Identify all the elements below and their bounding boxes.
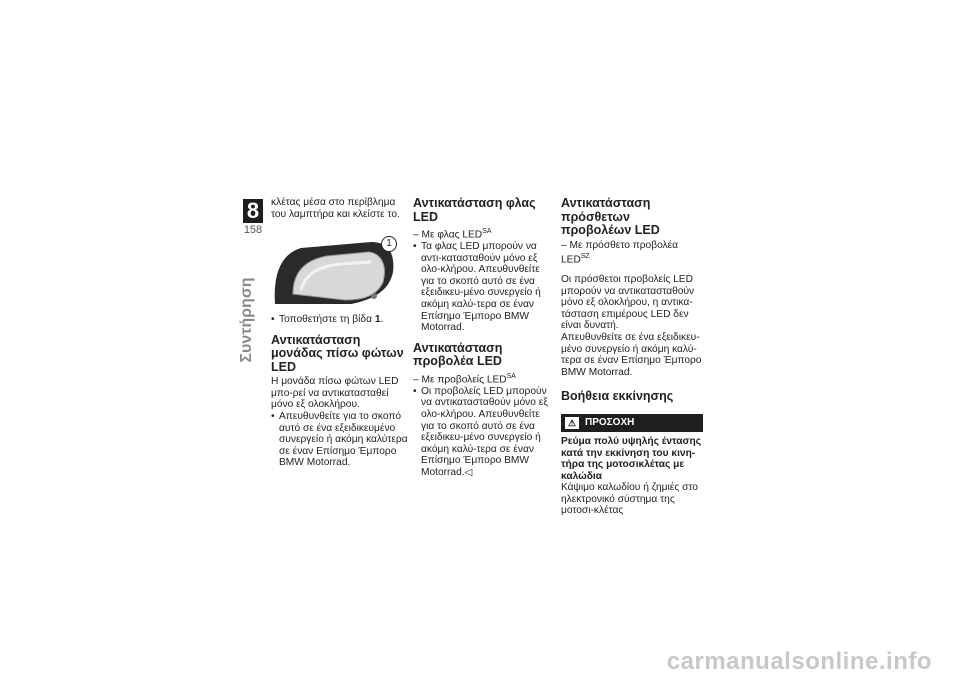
photo-callout: 1 [381,236,397,252]
col3-heading-2: Βοήθεια εκκίνησης [561,389,674,404]
watermark: carmanualsonline.info [666,648,932,675]
col2-sub-1-sup: SA [482,228,492,235]
col3-sub-1-text: – Με πρόσθετο προβολέα LED [561,239,679,266]
col2-sub-2-text: – Με προβολείς LED [413,374,507,386]
warning-icon: ⚠ [565,417,579,429]
warning-text: Κάψιμο καλωδίου ή ζημιές στο ηλεκτρονικό σύστημα της μοτοσι-κλέτας [561,482,698,517]
col3-sub-1 [561,240,703,267]
col2-sub-2 [413,371,555,386]
col1-bullet-1-end: . [380,314,384,326]
col3-sub-1-sup: SZ [580,253,590,261]
col3-para-2: Απευθυνθείτε σε ένα εξειδικευ-μένο συνεργείο ή ακόμη καλύ-τερα σε έναν Επίσημο Έμπορο BMW Motorrad. [561,332,702,378]
tail-light-image [271,234,399,308]
column-2 [413,197,555,478]
col2-sub-2-sup: SA [506,372,516,380]
warning-banner [561,414,703,432]
chapter-tab: 8 [243,199,263,223]
col2-heading-2: Αντικατάσταση προβολέα LED [413,340,503,369]
col1-bullet-1 [271,314,413,326]
col3-para-1: Οι πρόσθετοι προβολείς LED μπορούν να αντικατασταθούν μόνο εξ ολοκλήρου, η αντικα-τάσταση επιμέρους LED δεν είναι δυνατή. [561,274,695,332]
column-1 [271,197,413,469]
side-label-text: Συντήρηση [238,277,255,363]
col1-intro: κλέτας μέσα στο περίβλημα του λαμπτήρα και κλείστε το. [271,197,400,220]
tail-light-photo [271,234,399,308]
page-number: 158 [243,224,263,236]
col2-sub-1 [413,226,555,241]
column-3 [561,197,703,517]
col2-bullet-2: • Οι προβολείς LED μπορούν να αντικατασταθούν μόνο εξ ολο-κλήρου. Απευθυνθείτε για το σκοπό αυτό σε ένα εξειδικευ-μένο συνεργείο ή ακόμη καλύ-τερα σε έναν Επίσημο Έμπορο BMW Motorrad.◁ [413,386,555,479]
footer [0,646,960,679]
col1-bullet-1-ref: 1 [374,314,381,326]
col2-heading-1: Αντικατάσταση φλας LED [413,196,536,224]
col1-bullet-1-text: Τοποθετήστε τη βίδα [279,314,372,326]
col1-para: Η μονάδα πίσω φώτων LED μπο-ρεί να αντικατασταθεί μόνο εξ ολοκλήρου. [271,376,399,411]
col2-sub-1-text: – Με φλας LED [413,229,483,241]
warning-bold-text: Ρεύμα πολύ υψηλής έντασης κατά την εκκίνηση του κινη-τήρα της μοτοσικλέτας με καλώδια [561,435,702,482]
col1-bullet-2: • Απευθυνθείτε για το σκοπό αυτό σε ένα εξειδικευμένο συνεργείο ή ακόμη καλύτερα σε έναν Επίσημο Έμπορο BMW Motorrad. [271,411,413,469]
col3-heading-1: Αντικατάσταση πρόσθετων προβολέων LED [561,196,660,237]
col1-heading: Αντικατάσταση μονάδας πίσω φώτων LED [271,332,404,374]
col2-bullet-1: • Τα φλας LED μπορούν να αντι-κατασταθούν μόνο εξ ολο-κλήρου. Απευθυνθείτε για το σκοπό αυτό σε ένα εξειδικευ-μένο συνεργείο ή ακόμη καλύ-τερα σε έναν Επίσημο Έμπορο BMW Motorrad. [413,241,555,334]
warning-label: ΠΡΟΣΟΧΗ [585,417,635,429]
